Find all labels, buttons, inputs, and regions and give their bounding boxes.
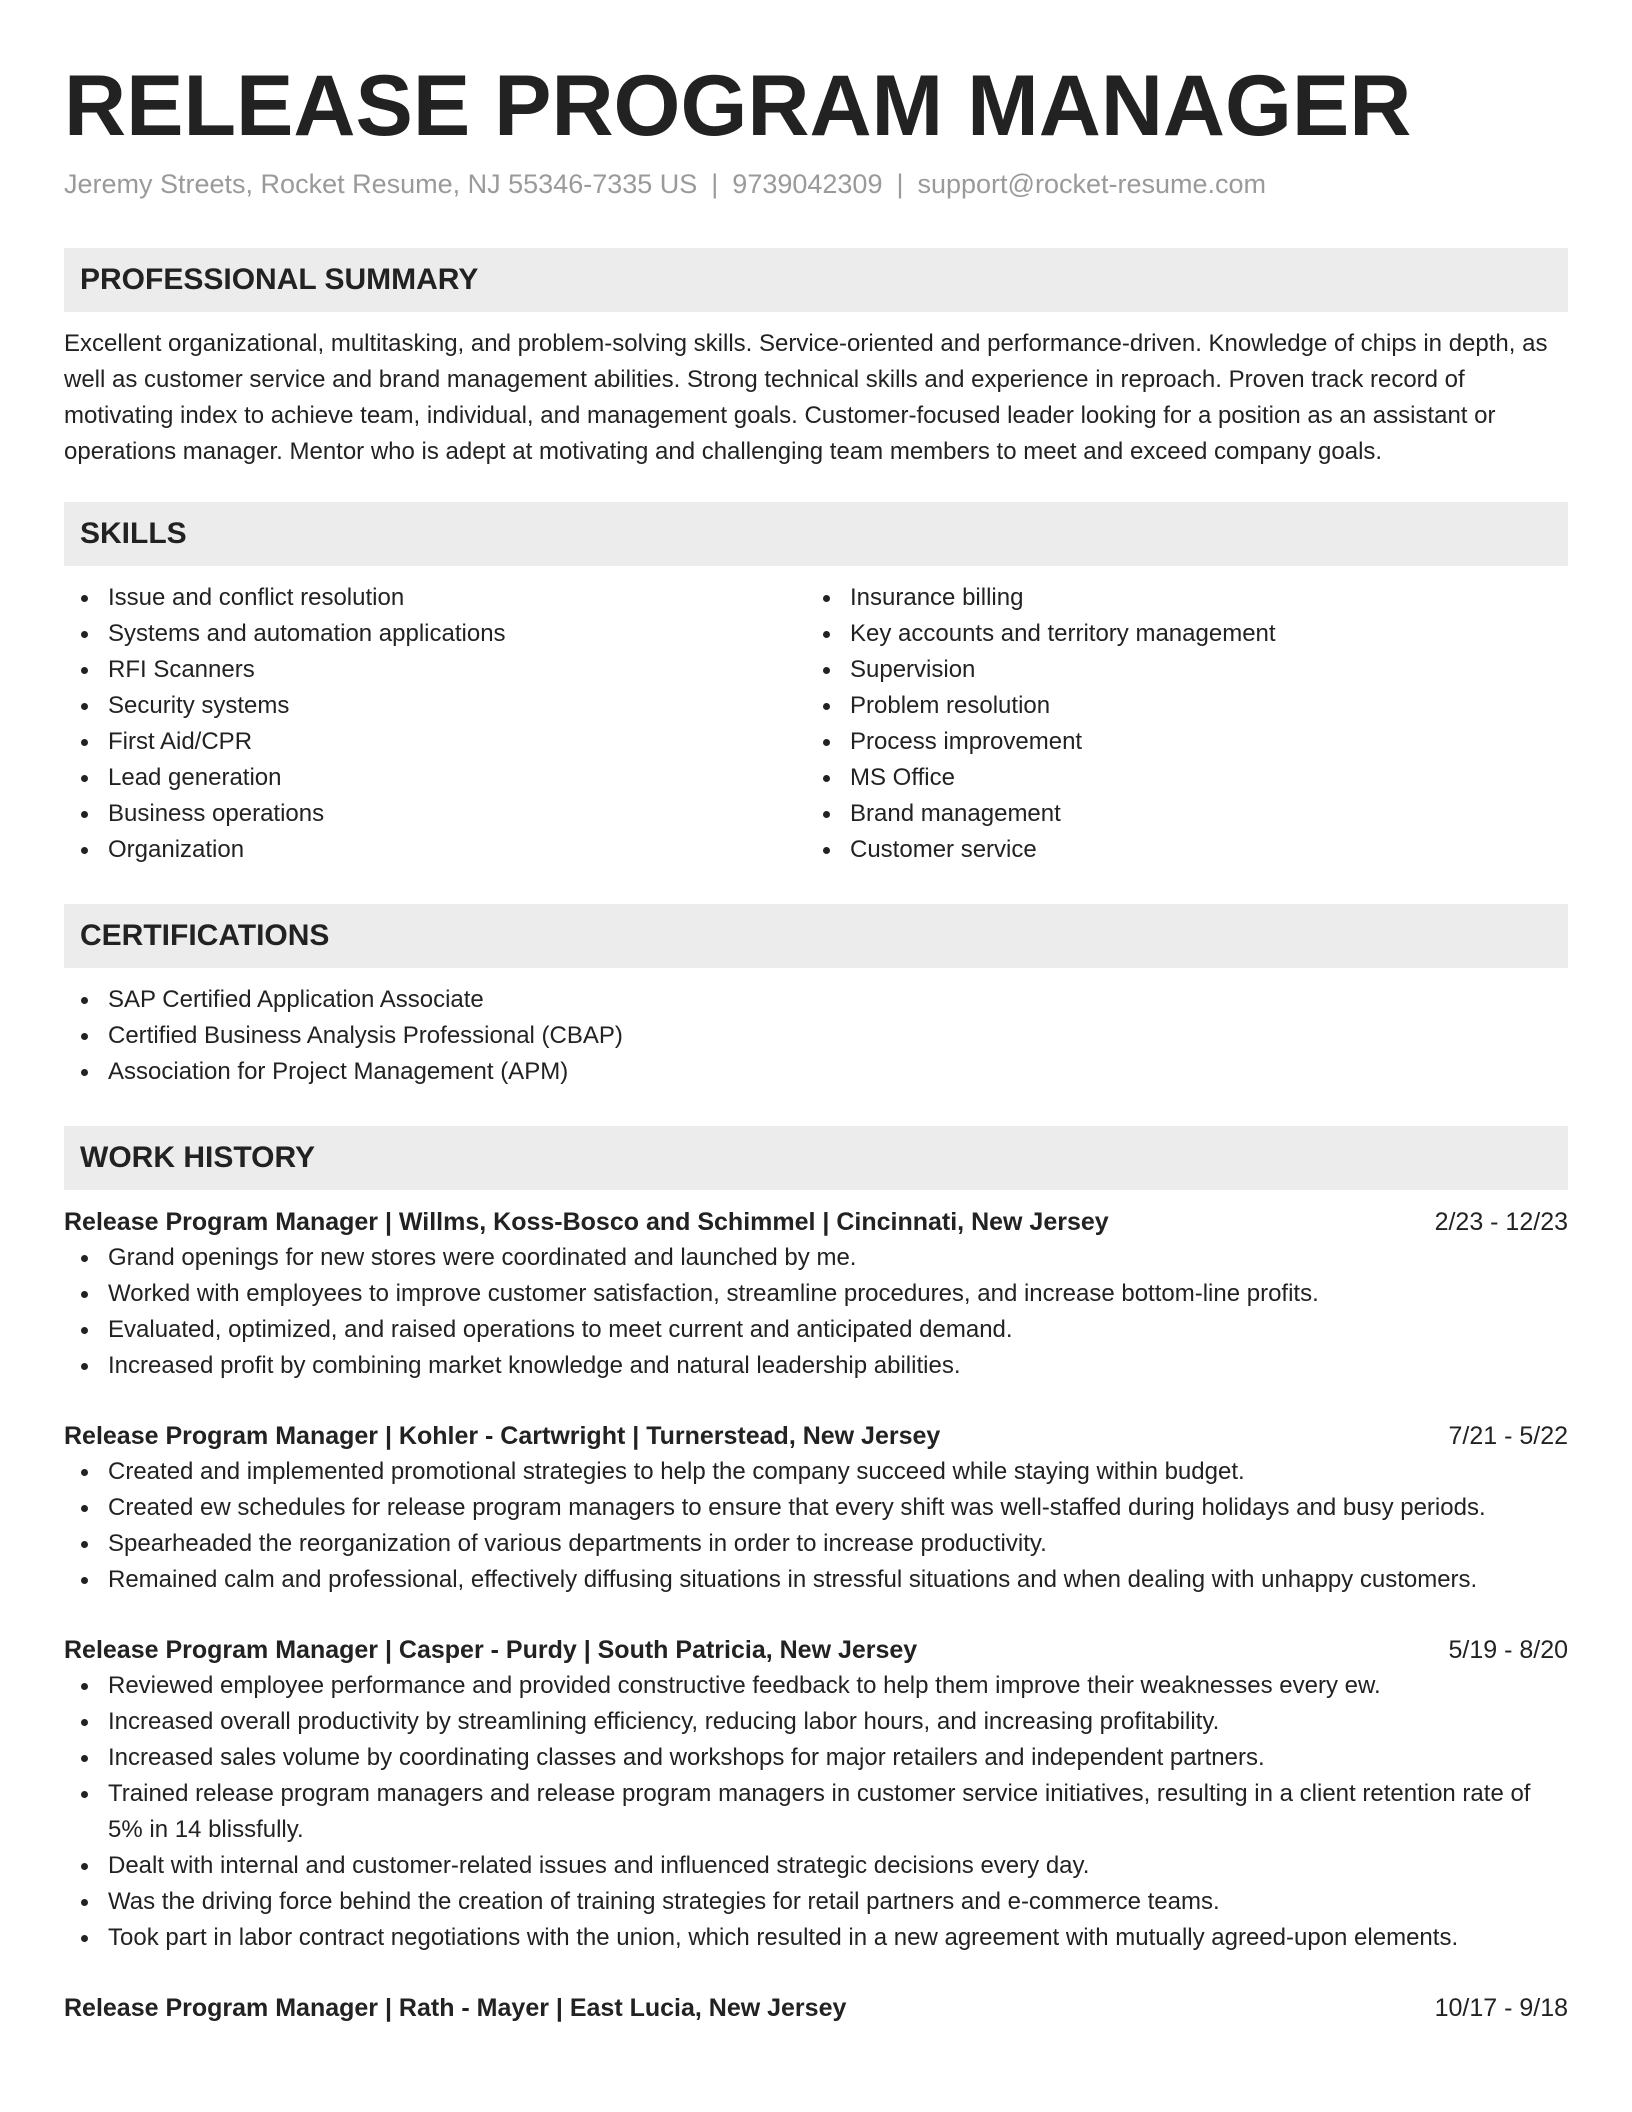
job-header xyxy=(64,1632,1568,1668)
job-header xyxy=(64,1204,1568,1240)
job-dates: 10/17 - 9/18 xyxy=(1434,1994,1568,2022)
certification-item: Certified Business Analysis Professional (CBAP) xyxy=(64,1018,1568,1054)
summary-heading: PROFESSIONAL SUMMARY xyxy=(64,248,1568,312)
job-bullet: Grand openings for new stores were coordinated and launched by me. xyxy=(64,1240,1568,1276)
contact-separator: | xyxy=(711,169,719,199)
job-entry xyxy=(64,1204,1568,1384)
job-bullet: Evaluated, optimized, and raised operations to meet current and anticipated demand. xyxy=(64,1312,1568,1348)
skills-heading: SKILLS xyxy=(64,502,1568,566)
job-title: Release Program Manager | Casper - Purdy | South Patricia, New Jersey xyxy=(64,1636,918,1664)
job-bullets xyxy=(64,1240,1568,1384)
job-title: Release Program Manager | Kohler - Cartwright | Turnerstead, New Jersey xyxy=(64,1422,941,1450)
job-bullet: Dealt with internal and customer-related issues and influenced strategic decisions every day. xyxy=(64,1848,1568,1884)
job-header xyxy=(64,1990,1568,2026)
job-dates: 2/23 - 12/23 xyxy=(1434,1208,1568,1236)
job-title: Release Program Manager | Rath - Mayer | East Lucia, New Jersey xyxy=(64,1994,847,2022)
job-header xyxy=(64,1418,1568,1454)
job-bullet: Remained calm and professional, effectively diffusing situations in stressful situations and when dealing with unhappy customers. xyxy=(64,1562,1568,1598)
job-dates: 7/21 - 5/22 xyxy=(1448,1422,1568,1450)
skill-item: Brand management xyxy=(806,796,1548,832)
skill-item: Process improvement xyxy=(806,724,1548,760)
skill-item: Lead generation xyxy=(64,760,806,796)
contact-phone: 9739042309 xyxy=(732,169,883,199)
skill-item: Security systems xyxy=(64,688,806,724)
certifications-heading: CERTIFICATIONS xyxy=(64,904,1568,968)
contact-line xyxy=(64,166,1568,202)
skill-item: MS Office xyxy=(806,760,1548,796)
skill-item: RFI Scanners xyxy=(64,652,806,688)
skill-item: First Aid/CPR xyxy=(64,724,806,760)
skills-column-left xyxy=(64,580,806,868)
job-bullet: Was the driving force behind the creation of training strategies for retail partners and e-commerce teams. xyxy=(64,1884,1568,1920)
skills-right-list xyxy=(806,580,1548,868)
job-entry xyxy=(64,1990,1568,2026)
skills-left-list xyxy=(64,580,806,868)
contact-email: support@rocket-resume.com xyxy=(917,169,1267,199)
job-bullet: Trained release program managers and release program managers in customer service initiatives, resulting in a client retention rate of 5% in 14 blissfully. xyxy=(64,1776,1568,1848)
job-bullets xyxy=(64,1668,1568,1956)
job-bullet: Took part in labor contract negotiations with the union, which resulted in a new agreement with mutually agreed-upon elements. xyxy=(64,1920,1568,1956)
job-entry xyxy=(64,1418,1568,1598)
work-history-heading: WORK HISTORY xyxy=(64,1126,1568,1190)
resume-page xyxy=(64,0,1568,2026)
job-bullet: Increased overall productivity by streamlining efficiency, reducing labor hours, and increasing profitability. xyxy=(64,1704,1568,1740)
job-bullet: Increased sales volume by coordinating classes and workshops for major retailers and independent partners. xyxy=(64,1740,1568,1776)
skill-item: Insurance billing xyxy=(806,580,1548,616)
certification-item: Association for Project Management (APM) xyxy=(64,1054,1568,1090)
skill-item: Key accounts and territory management xyxy=(806,616,1548,652)
job-bullet: Worked with employees to improve customer satisfaction, streamline procedures, and increase bottom-line profits. xyxy=(64,1276,1568,1312)
skill-item: Issue and conflict resolution xyxy=(64,580,806,616)
job-title: Release Program Manager | Willms, Koss-Bosco and Schimmel | Cincinnati, New Jersey xyxy=(64,1208,1109,1236)
job-bullet: Created ew schedules for release program managers to ensure that every shift was well-staffed during holidays and busy periods. xyxy=(64,1490,1568,1526)
certification-item: SAP Certified Application Associate xyxy=(64,982,1568,1018)
skills-column-right xyxy=(806,580,1548,868)
job-entry xyxy=(64,1632,1568,1956)
job-dates: 5/19 - 8/20 xyxy=(1448,1636,1568,1664)
job-bullet: Spearheaded the reorganization of various departments in order to increase productivity. xyxy=(64,1526,1568,1562)
summary-text: Excellent organizational, multitasking, and problem-solving skills. Service-oriented and performance-driven. Knowledge of chips in depth, as well as customer service and brand management abilities. Strong technical skills and experience in reproach. Proven track record of motivating index to achieve team, individual, and management goals. Customer-focused leader looking for a position as an assistant or operations manager. Mentor who is adept at motivating and challenging team members to meet and exceed company goals. xyxy=(64,330,1548,465)
job-bullet: Increased profit by combining market knowledge and natural leadership abilities. xyxy=(64,1348,1568,1384)
skill-item: Business operations xyxy=(64,796,806,832)
skill-item: Organization xyxy=(64,832,806,868)
skills-list xyxy=(64,580,1568,868)
skill-item: Problem resolution xyxy=(806,688,1548,724)
job-bullet: Reviewed employee performance and provided constructive feedback to help them improve their weaknesses every ew. xyxy=(64,1668,1568,1704)
job-bullet: Created and implemented promotional strategies to help the company succeed while staying within budget. xyxy=(64,1454,1568,1490)
resume-title: RELEASE PROGRAM MANAGER xyxy=(64,58,1412,154)
skill-item: Customer service xyxy=(806,832,1548,868)
contact-address: Jeremy Streets, Rocket Resume, NJ 55346-7335 US xyxy=(64,169,698,199)
certifications-list xyxy=(64,982,1568,1090)
skill-item: Systems and automation applications xyxy=(64,616,806,652)
skill-item: Supervision xyxy=(806,652,1548,688)
contact-separator: | xyxy=(896,169,904,199)
job-bullets xyxy=(64,1454,1568,1598)
